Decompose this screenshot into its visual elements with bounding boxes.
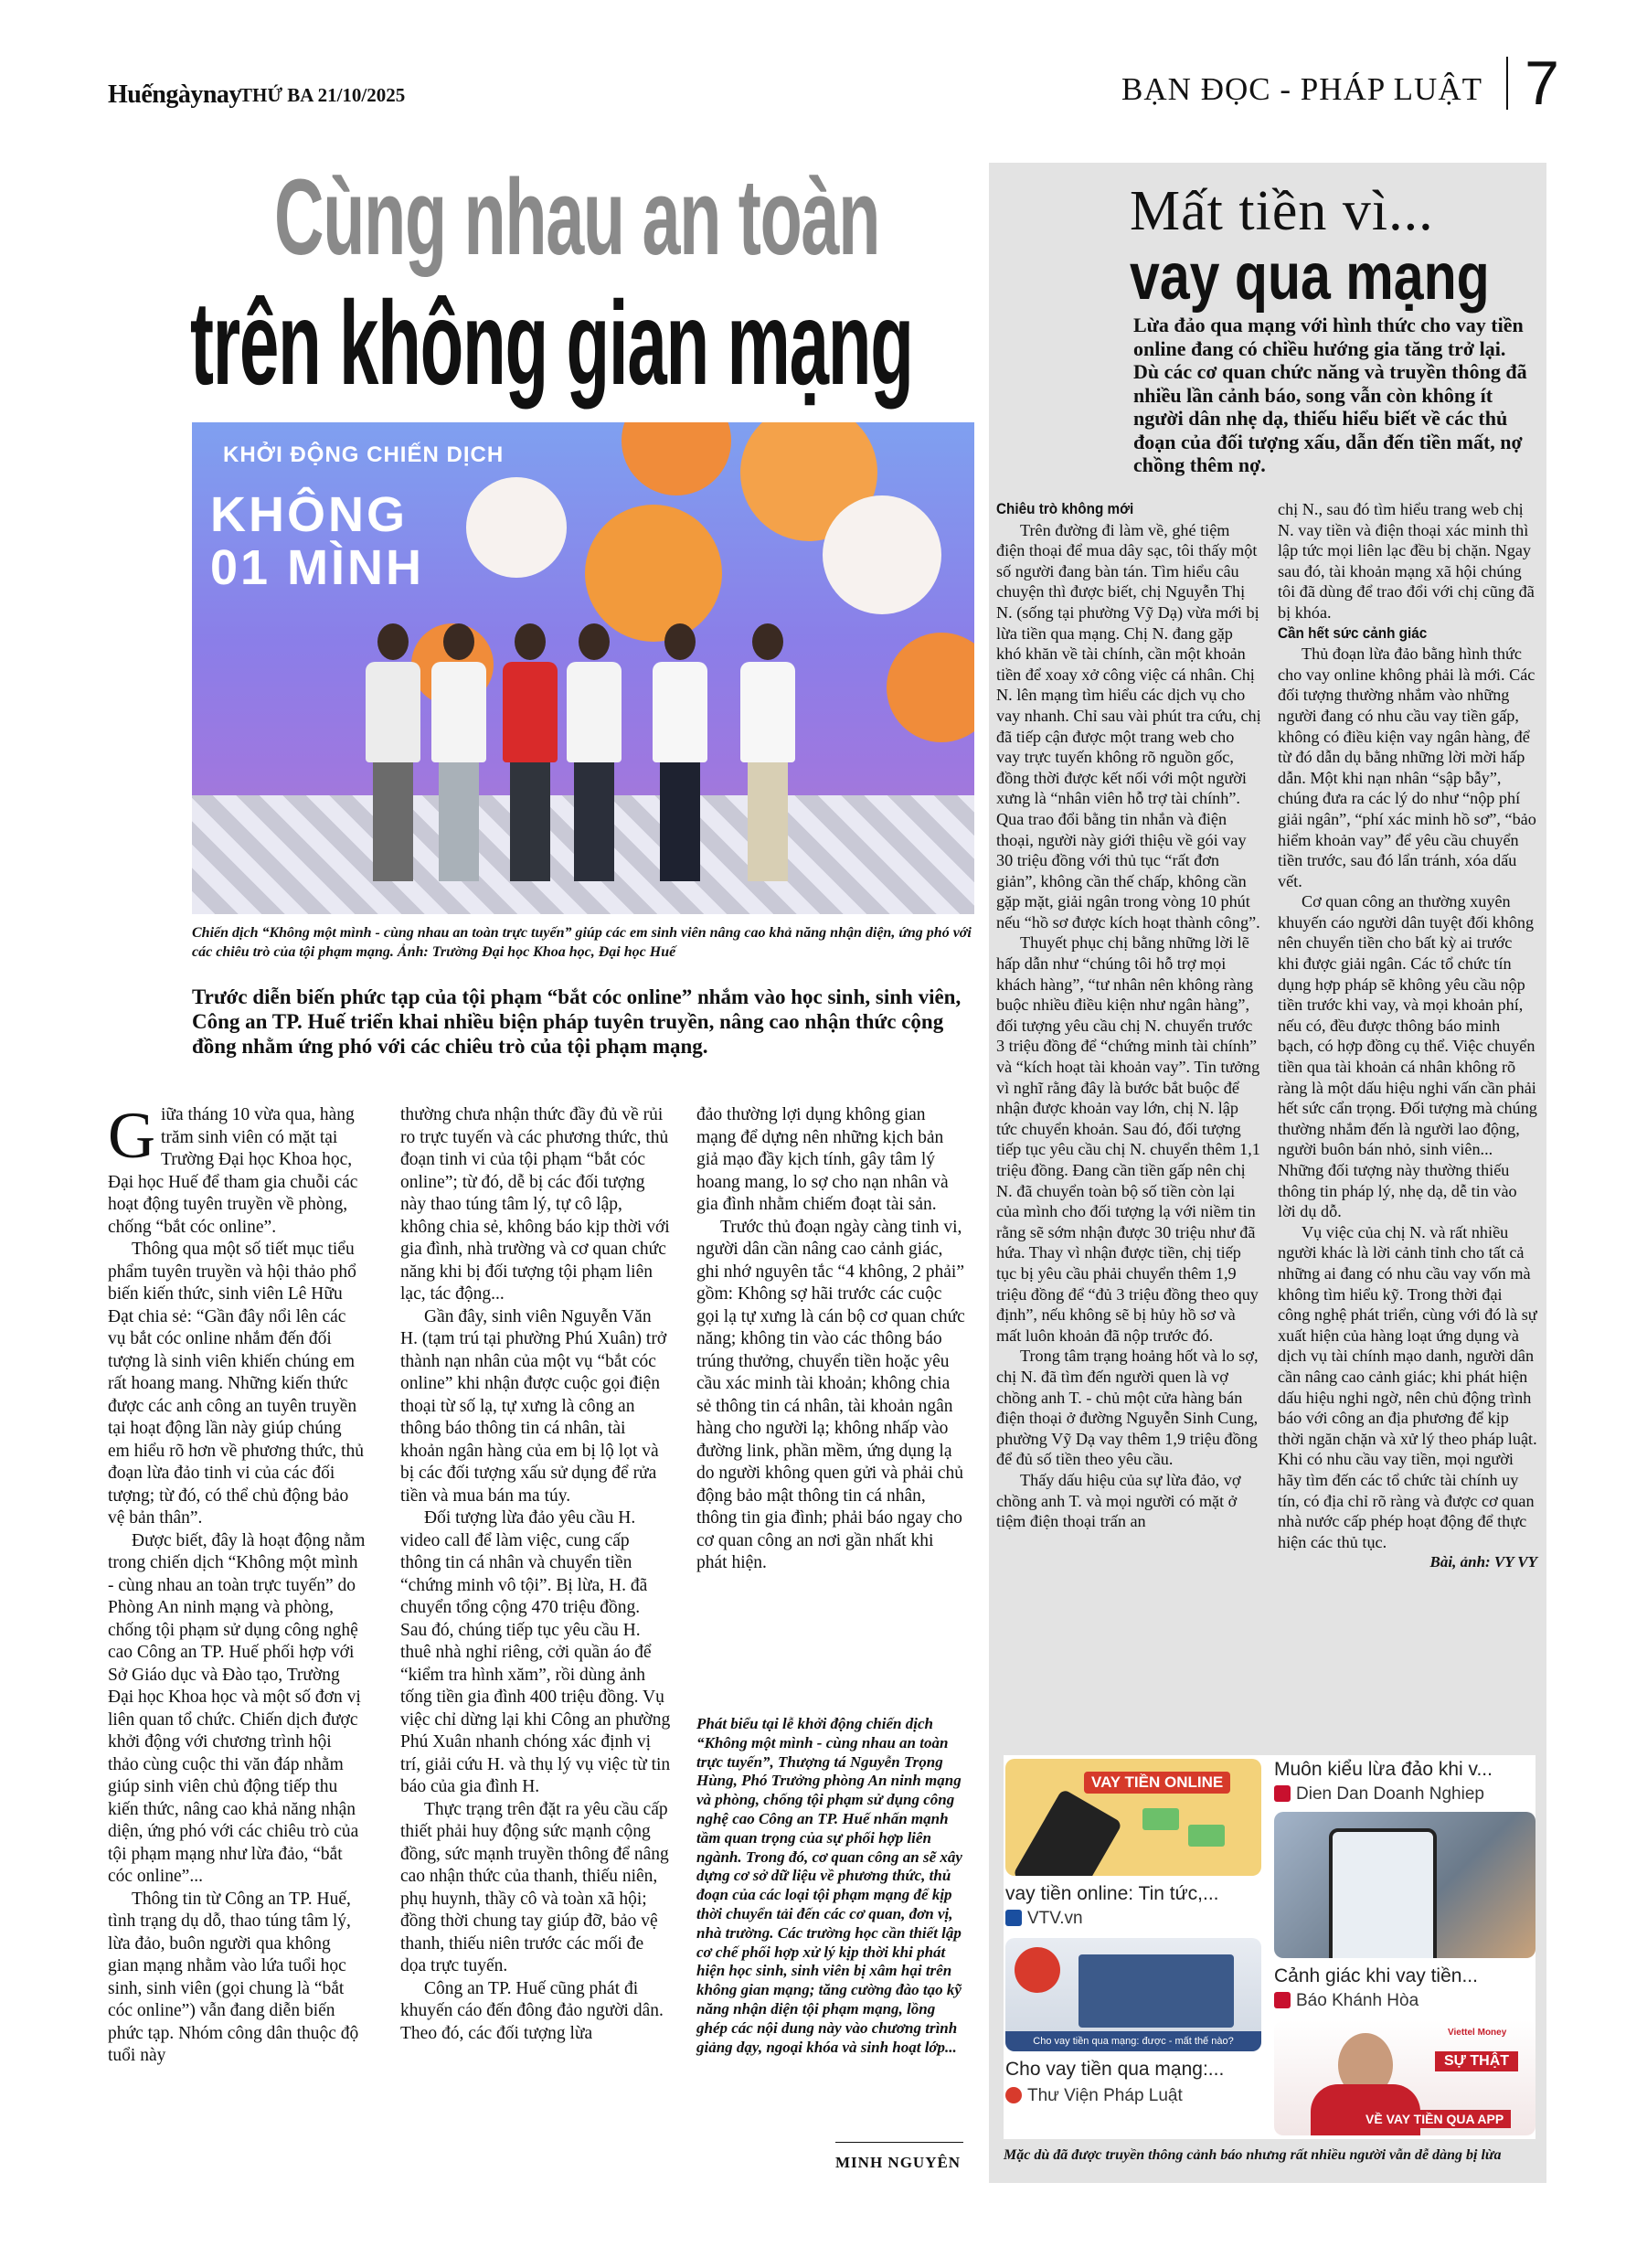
result-source (1005, 2086, 1183, 2106)
newspaper-logo: Huếngàynay (108, 80, 241, 109)
person-figure (567, 623, 622, 881)
result-thumbnail[interactable] (1274, 2020, 1535, 2135)
paragraph: Thông tin từ Công an TP. Huế, tình trạng dụ dỗ, thao túng tâm lý, lừa đảo, buôn người qua không gian mạng nhằm vào lứa tuổi học sinh, sinh viên (gọi chung là “bắt cóc online”) vẫn đang diễn biến phức tạp. Nhóm công dân thuộc độ tuổi này (108, 1889, 359, 2065)
result-source-name: Báo Khánh Hòa (1296, 1991, 1419, 2010)
decor-circle (887, 633, 974, 742)
paragraph: Trước thủ đoạn ngày càng tinh vi, người dân cần nâng cao cảnh giác, ghi nhớ nguyên tắc “4 không, 2 phải” gồm: Không sợ hãi trước các cuộc gọi lạ tự xưng là cán bộ cơ quan chức năng; không tin vào các thông báo trúng thưởng, chuyển tiền hoặc yêu cầu xác minh tài khoản; không chia sẻ thông tin cá nhân, tài khoản ngân hàng cho người lạ; không nhấp vào đường link, phần mềm, ứng dụng lạ do người không quen gửi và phải chủ động bảo mật thông tin cá nhân, thông tin gia đình; phải báo ngay cho cơ quan công an nơi gần nhất khi phát hiện. (696, 1217, 965, 1572)
person-figure (431, 623, 486, 881)
money-icon (1188, 1825, 1225, 1847)
article-author: MINH NGUYÊN (835, 2154, 962, 2171)
page-number: 7 (1525, 48, 1559, 118)
paragraph: đảo thường lợi dụng không gian mạng để dựng nên những kịch bản giả mạo đầy kịch tính, gây tâm lý hoang mang, lo sợ cho nạn nhân và gia đình nhằm chiếm đoạt tài sản. (696, 1105, 949, 1214)
paragraph: chị N., sau đó tìm hiểu trang web chị N. vay tiền và điện thoại xác minh thì lập tức mọi liên lạc đều bị chặn. Ngay sau đó, tài khoản mạng xã hội chúng tôi đã dùng để trao đổi với chị cũng đã bị khóa. (1278, 500, 1535, 622)
result-title[interactable]: Cảnh giác khi vay tiền... (1274, 1965, 1478, 1986)
paragraph: Vụ việc của chị N. và rất nhiều người khác là lời cảnh tỉnh cho tất cả những ai đang có nhu cầu vay vốn mà không tìm hiểu kỹ. Trong thời đại công nghệ phát triển, cùng với đó là sự xuất hiện của hàng loạt ứng dụng và dịch vụ tài chính mạo danh, người dân cần nâng cao cảnh giác; khi phát hiện dấu hiệu nghi ngờ, nên chủ động trình báo với công an địa phương để kịp thời ngăn chặn và xử lý theo pháp luật. Khi có nhu cầu vay tiền, mọi người hãy tìm đến các tổ chức tài chính uy tín, có địa chỉ rõ ràng và được cơ quan nhà nước cấp phép hoạt động để thực hiện các thủ tục. (1278, 1222, 1537, 1551)
paragraph: Gần đây, sinh viên Nguyễn Văn H. (tạm trú tại phường Phú Xuân) trở thành nạn nhân của một vụ “bắt cóc online” khi nhận được cuộc gọi điện thoại từ số lạ, tự xưng là công an thông báo thông tin cá nhân, tài khoản ngân hàng của em bị lộ lọt và bị các đối tượng xấu sử dụng để rửa tiền và mua bán ma túy. (400, 1306, 667, 1506)
author-divider (835, 2142, 963, 2143)
paragraph: thường chưa nhận thức đầy đủ về rủi ro trực tuyến và các phương thức, thủ đoạn tinh vi của tội phạm “bắt cóc online”; từ đó, dễ bị các đối tượng này thao túng tâm lý, tự cô lập, không chia sẻ, không báo kịp thời với gia đình, nhà trường và cơ quan chức năng khi bị đối tượng tội phạm liên lạc, tác động... (400, 1105, 670, 1304)
photo-banner-text: KHỞI ĐỘNG CHIẾN DỊCH (223, 442, 505, 467)
phone-screen-icon (1329, 1828, 1437, 1958)
result-source-name: Thư Viện Pháp Luật (1027, 2086, 1183, 2105)
thumbnail-text: SỰ THẬT (1435, 2051, 1518, 2071)
paragraph: Thuyết phục chị bằng những lời lẽ hấp dẫn như “chúng tôi hỗ trợ mọi khách hàng”, “tư nhân nên không ràng buộc nhiều điều kiện như ngân hàng”, đối tượng yêu cầu chị N. chuyển trước 3 triệu đồng để “chứng minh tài chính” và “kích hoạt tài khoản vay”. Tin tưởng vì nghĩ rằng đây là bước bắt buộc để nhận được khoản vay lớn, chị N. lập tức chuyển khoản. Sau đó, đối tượng tiếp tục yêu cầu chị N. chuyển thêm 1,1 triệu đồng. Đang cần tiền gấp nên chị N. đã chuyển toàn bộ số tiền còn lại của mình cho đối tượng lạ với niềm tin rằng sẽ sớm nhận được 30 triệu như đã hứa. Thay vì nhận được tiền, chị tiếp tục bị yêu cầu phải chuyển thêm 1,9 triệu đồng để “đủ 3 triệu đồng theo quy định”, nếu không sẽ bị hủy hồ sơ và mất luôn khoản đã nộp trước đó. (996, 933, 1260, 1345)
result-title[interactable]: Muôn kiểu lừa đảo khi v... (1274, 1759, 1493, 1780)
thumbnail-text: VAY TIỀN ONLINE (1084, 1772, 1230, 1794)
thumbnail-text: Cho vay tiền qua mạng: được - mất thế nào? (1005, 2031, 1261, 2051)
result-source (1274, 1991, 1419, 2011)
article-column-3 (696, 1104, 967, 1575)
result-thumbnail[interactable] (1005, 1938, 1261, 2051)
subheading: Cần hết sức cảnh giác (1278, 623, 1428, 642)
decor-circle (823, 495, 941, 614)
money-icon (1142, 1808, 1179, 1830)
tvpl-icon (1005, 2087, 1022, 2103)
header-divider (1506, 57, 1508, 110)
result-thumbnail[interactable] (1274, 1812, 1535, 1958)
drop-cap: G (108, 1099, 155, 1172)
search-results-screenshot (1004, 1755, 1535, 2139)
event-photo (192, 422, 974, 914)
paragraph: Trên đường đi làm về, ghé tiệm điện thoại để mua dây sạc, tôi thấy một số người đang bàn tán. Tìm hiểu câu chuyện thì được biết, chị Nguyễn Thị N. (sống tại phường Vỹ Dạ) vừa mới bị lừa tiền qua mạng. Chị N. đang gặp khó khăn về tài chính, cần một khoản tiền để xoay xở công việc cá nhân. Chị N. lên mạng tìm hiểu các dịch vụ cho vay nhanh. Chỉ sau vài phút tra cứu, chị đã tiếp cận được một trang web cho vay trực tuyến không rõ nguồn gốc, đồng thời được kết nối với một người xưng là “nhân viên hỗ trợ tài chính”. Qua trao đổi bằng tin nhắn và điện thoại, người này giới thiệu về gói vay 30 triệu đồng với thủ tục “rất đơn giản”, không cần thế chấp, không cần gặp mặt, giải ngân trong vòng 10 phút nếu “hồ sơ được kích hoạt thành công”. (996, 520, 1261, 932)
person-figure (653, 623, 707, 881)
paragraph: Thực trạng trên đặt ra yêu cầu cấp thiết phải huy động sức mạnh cộng đồng, sức mạnh truyền thông để nâng cao nhận thức của thanh, thiếu niên, phụ huynh, thầy cô và toàn xã hội; đồng thời chung tay giúp đỡ, bảo vệ thanh, thiếu niên trước các mối đe dọa trực tuyến. (400, 1799, 669, 1975)
paragraph: Công an TP. Huế cũng phát đi khuyến cáo đến đông đảo người dân. Theo đó, các đối tượng lừa (400, 1978, 664, 2043)
main-title-line2: trên không gian mạng (190, 276, 913, 410)
sidebar-lead: Lừa đảo qua mạng với hình thức cho vay tiền online đang có chiều hướng gia tăng trở lại. Dù các cơ quan chức năng và truyền thông đã nhiều lần cảnh báo, song vẫn còn không ít người dân nhẹ dạ, thiếu hiểu biết về các thủ đoạn của đối tượng xấu, dẫn đến tiền mất, nợ chồng thêm nợ. (1133, 314, 1527, 476)
paragraph: Thông qua một số tiết mục tiểu phẩm tuyên truyền và hội thảo phổ biến kiến thức, sinh viên Lê Hữu Đạt chia sẻ: “Gần đây nổi lên các vụ bắt cóc online nhắm đến đối tượng là sinh viên khiến chúng em rất hoang mang. Những kiến thức được các anh công an tuyên truyền tại hoạt động lần này giúp chúng em hiểu rõ hơn về phương thức, thủ đoạn lừa đảo tinh vi của các đối tượng; từ đó, có thể chủ động bảo vệ bản thân”. (108, 1240, 365, 1528)
section-name: BẠN ĐỌC - PHÁP LUẬT (1121, 71, 1482, 107)
paragraph: Thủ đoạn lừa đảo bằng hình thức cho vay online không phải là mới. Các đối tượng thường nhắm vào những người đang có nhu cầu vay tiền gấp, không có điều kiện vay ngân hàng, để từ đó dẫn dụ bằng những lời mời hấp dẫn. Một khi nạn nhân “sập bẫy”, chúng đưa ra các lý do như “nộp phí giải ngân”, “phí xác minh hồ sơ”, “bảo hiểm khoản vay” để yêu cầu chuyển tiền trước, sau đó lẩn tránh, xóa dấu vết. (1278, 644, 1536, 890)
photo-caption: Chiến dịch “Không một mình - cùng nhau an toàn trực tuyến” giúp các em sinh viên nâng cao khả năng nhận diện, ứng phó với các chiêu trò của tội phạm mạng. Ảnh: Trường Đại học Khoa học, Đại học Huế (192, 925, 972, 960)
result-source-name: Dien Dan Doanh Nghiep (1296, 1784, 1484, 1804)
person-figure (503, 623, 558, 881)
sidebar-signature: Bài, ảnh: VY VY (1429, 1553, 1537, 1571)
sidebar-photo-caption: Mặc dù đã được truyền thông cảnh báo nhưng rất nhiều người vẫn dễ dàng bị lừa (1004, 2147, 1502, 2163)
sidebar-column-2 (1278, 499, 1537, 1573)
issue-date: THỨ BA 21/10/2025 (239, 84, 406, 106)
photo-banner-big-line2: 01 MÌNH (210, 540, 425, 595)
phone-icon (1013, 1788, 1123, 1876)
sidebar-column-1 (996, 499, 1261, 1532)
paragraph: Thấy dấu hiệu của sự lừa đảo, vợ chồng anh T. và mọi người có mặt ở tiệm điện thoại trấn an (996, 1470, 1241, 1531)
person-figure (740, 623, 795, 881)
thumbnail-text: VỀ VAY TIỀN QUA APP (1358, 2110, 1511, 2128)
brand-text: Viettel Money (1448, 2028, 1507, 2038)
decor-circle (585, 505, 722, 642)
result-source-name: VTV.vn (1027, 1909, 1083, 1928)
logo-icon (1015, 1947, 1060, 1993)
article-column-2 (400, 1104, 671, 2045)
result-title[interactable]: vay tiền online: Tin tức,... (1005, 1883, 1219, 1904)
decor-circle (622, 422, 731, 495)
paragraph: Trong tâm trạng hoảng hốt và lo sợ, chị N. đã tìm đến người quen là vợ chồng anh T. - chủ một cửa hàng bán điện thoại ở đường Nguyễn Sinh Cung, phường Vỹ Dạ vay thêm 1,9 triệu đồng để đủ số tiền theo yêu cầu. (996, 1347, 1259, 1469)
quote-box: Phát biểu tại lễ khởi động chiến dịch “Không một mình - cùng nhau an toàn trực tuyến”, Thượng tá Nguyễn Trọng Hùng, Phó Trưởng phòng An ninh mạng và phòng, chống tội phạm sử dụng công nghệ cao Công an TP. Huế nhấn mạnh tầm quan trọng của sự phối hợp liên ngành. Trong đó, cơ quan công an sẽ xây dựng cơ sở dữ liệu về phương thức, thủ đoạn của các loại tội phạm mạng để kịp thời chuyển tải đến các cơ quan, đơn vị, nhà trường. Các trường học cần thiết lập cơ chế phối hợp xử lý kịp thời khi phát hiện học sinh, sinh viên bị xâm hại trên không gian mạng; tăng cường đào tạo kỹ năng nhận diện tội phạm mạng, lồng ghép các nội dung này vào chương trình giảng dạy, ngoại khóa và sinh hoạt lớp... (696, 1715, 962, 2056)
photo-banner-big-line1: KHÔNG (210, 487, 408, 542)
sidebar-title-line2: vay qua mạng (1130, 240, 1490, 314)
vtv-icon (1005, 1910, 1022, 1926)
ddnd-icon (1274, 1785, 1291, 1802)
sidebar-title-line1: Mất tiền vì... (1130, 180, 1434, 242)
subheading: Chiêu trò không mới (996, 500, 1134, 517)
result-source (1005, 1909, 1083, 1929)
article-column-1 (108, 1099, 366, 2068)
person-figure (366, 623, 420, 881)
paragraph: Được biết, đây là hoạt động nằm trong chiến dịch “Không một mình - cùng nhau an toàn trực tuyến” do Phòng An ninh mạng và phòng, chống tội phạm sử dụng công nghệ cao Công an TP. Huế phối hợp với Sở Giáo dục và Đào tạo, Trường Đại học Khoa học và một số đơn vị liên quan tổ chức. Chiến dịch được khởi động với chương trình hội thảo cùng cuộc thi văn đáp nhằm giúp sinh viên chủ động tiếp thu kiến thức, nâng cao khả năng nhận diện, ứng phó với các chiêu trò của tội phạm mạng như lừa đảo, “bắt cóc online”... (108, 1530, 366, 1886)
article-lead: Trước diễn biến phức tạp của tội phạm “bắt cóc online” nhắm vào học sinh, sinh viên, Công an TP. Huế triển khai nhiều biện pháp tuyên truyền, nâng cao nhận thức cộng đồng nhằm ứng phó với các chiêu trò của tội phạm mạng. (192, 985, 962, 1058)
result-source (1274, 1784, 1484, 1805)
laptop-icon (1079, 1954, 1234, 2028)
result-thumbnail[interactable] (1005, 1759, 1261, 1876)
paragraph: iữa tháng 10 vừa qua, hàng trăm sinh viên có mặt tại Trường Đại học Khoa học, Đại học Huế để tham gia chuỗi các hoạt động tuyên truyền về phòng, chống “bắt cóc online”. (108, 1105, 358, 1237)
main-title-line1: Cùng nhau an toàn (274, 157, 880, 278)
result-title[interactable]: Cho vay tiền qua mạng:... (1005, 2059, 1225, 2080)
paragraph: Đối tượng lừa đảo yêu cầu H. video call để làm việc, cung cấp thông tin cá nhân và chuyển tiền “chứng minh vô tội”. Bị lừa, H. đã chuyển tổng cộng 470 triệu đồng. Sau đó, chúng tiếp tục yêu cầu H. thuê nhà nghỉ riêng, cởi quần áo để “kiểm tra hình xăm”, rồi dùng ảnh tống tiền gia đình 400 triệu đồng. Vụ việc chỉ dừng lại khi Công an phường Phú Xuân nhanh chóng xác định vị trí, giải cứu H. và thụ lý vụ việc từ tin báo của gia đình H. (400, 1508, 671, 1796)
decor-circle (466, 477, 567, 578)
bkh-icon (1274, 1992, 1291, 2008)
photo-banner-big (210, 488, 424, 594)
paragraph: Cơ quan công an thường xuyên khuyến cáo người dân tuyệt đối không nên chuyển tiền cho bất kỳ ai trước khi được giải ngân. Các tổ chức tín dụng hợp pháp sẽ không yêu cầu nộp tiền trước khi vay, và mọi khoản phí, nếu có, đều được thông báo minh bạch, có hợp đồng cụ thể. Việc chuyển tiền qua tài khoản cá nhân không rõ ràng là một dấu hiệu nghi vấn cần phải hết sức cẩn trọng. Đối tượng mà chúng thường nhắm đến là người lao động, người buôn bán nhỏ, sinh viên... Những đối tượng này thường thiếu thông tin pháp lý, nhẹ dạ, dễ tin vào lời dụ dỗ. (1278, 892, 1537, 1221)
